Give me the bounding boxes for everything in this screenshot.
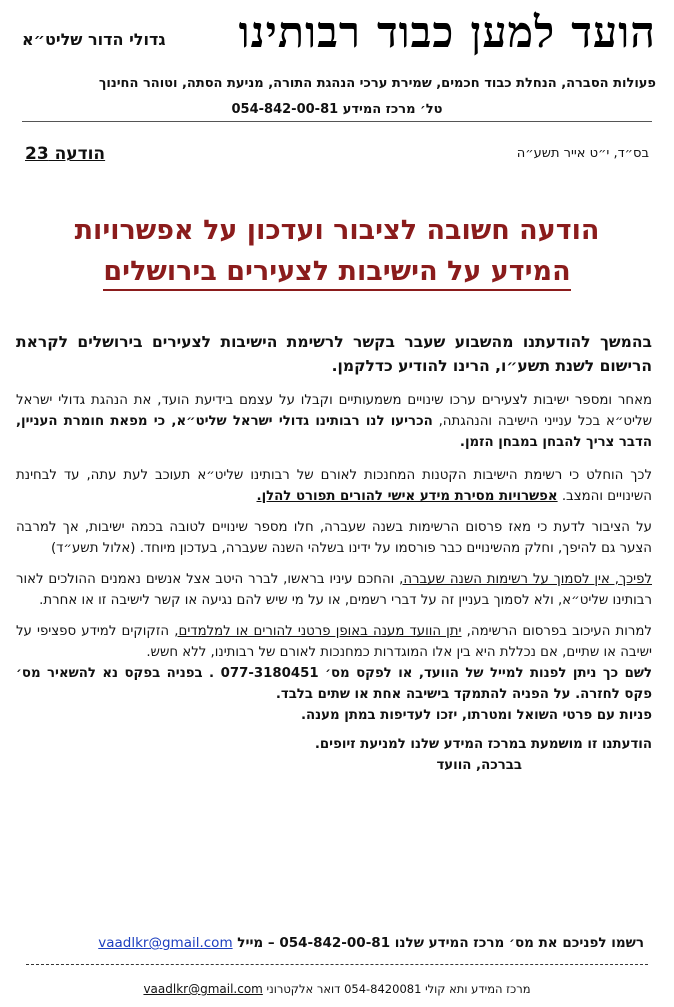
letter-date: בס״ד, י״ט אייר תשע״ה — [516, 146, 649, 161]
contact-line — [22, 935, 644, 951]
contact-phone: 054-842-00-81 — [279, 935, 391, 951]
paragraph-priority: פניות עם פרטי השואל ומטרתו, יזכו לעדיפות במתן מענה. — [300, 708, 652, 723]
header-phone-line — [18, 102, 656, 117]
org-title: הועד למען כבוד רבותינו — [238, 8, 656, 58]
paragraph-changes-text: מאחר ומספר ישיבות לצעירים ערכו שינויים משמעותיים וקבלו על עצמם בידיעת הועד, את הנהגת גדולי ישראל שליט״א בכל ענייני הישיבה והנהגתה, — [16, 393, 652, 429]
org-subtitle: גדולי הדור שליט״א — [22, 30, 166, 49]
notice-number: הודעה 23 — [25, 144, 106, 164]
header-phone-number: 054-842-00-81 — [231, 102, 339, 117]
footer-email-link[interactable]: vaadlkr@gmail.com — [143, 982, 263, 996]
paragraph-caution-text: והחכם עיניו בראשו, לברר היטב אצל אנשים נאמנים ההולכים לאור רבותינו שליט״א, ולא לסמוך בעניין זה על דברי רשמים, או על מי שיש להם נגיעה או קשר לישיבה זו או אחרת. — [16, 572, 652, 608]
paragraph-caution-lead: לפיכך, אין לסמוך על רשימות השנה שעברה, — [399, 572, 652, 587]
paragraph-response-lead: למרות העיכוב בפרסום הרשימה, — [466, 624, 652, 639]
paragraph-response-text: הזקוקים למידע ספציפי על ישיבה או שתיים, אם נכללת היא בין אלו המוגדרות כמחנכות לאורם של רבותינו, ללא חשש. — [16, 624, 652, 660]
footer-text: מרכז המידע ותא קולי — [425, 982, 531, 996]
paragraph-hotline: הודעתנו זו מושמעת במרכז המידע שלנו למניעת זיופים. — [314, 737, 652, 752]
footer-phone: 054-8420081 — [344, 982, 422, 996]
paragraph-response — [16, 621, 652, 663]
letterhead — [18, 8, 656, 120]
contact-email-link[interactable]: vaadlkr@gmail.com — [98, 935, 233, 951]
paragraph-delay — [16, 465, 652, 507]
header-divider — [22, 121, 652, 122]
contact-text: רשמו לפניכם את מס׳ מרכז המידע שלנו — [394, 935, 644, 951]
paragraph-delay-text: לכך הוחלט כי רשימת הישיבות הקטנות המחנכות לאורם של רבותינו שליט״א תעוכב לעת עתה, עד לבחינת השינויים והמצב. — [16, 468, 652, 504]
intro-paragraph: בהמשך להודעתנו מהשבוע שעבר בקשר לרשימת הישיבות לצעירים בירושלים לקראת הרישום לשנת תשע״ו, הרינו להודיע כדלקמן. — [16, 333, 652, 375]
contact-mail-label: – מייל — [237, 935, 275, 951]
headline-line-1: הודעה חשובה לציבור ועדכון על אפשרויות — [74, 215, 600, 246]
header-phone-label: טל׳ מרכז המידע — [342, 102, 443, 117]
footer-divider — [26, 964, 648, 965]
paragraph-public: על הציבור לדעת כי מאז פרסום הרשימות בשנה שעברה, חלו מספר שינויים לטובה בכמה ישיבות, אך למרבה הצער גם להיפך, וחלק מהשינויים כבר פורסמו על ידינו בשלהי השנה שעברה, בעדכון מיוחד. (אלול תשע״ד) — [16, 520, 652, 556]
letter-body — [16, 330, 652, 776]
signature: בברכה, הוועד — [436, 758, 522, 773]
paragraph-changes — [16, 390, 652, 453]
footer — [0, 982, 674, 996]
headline-line-2: המידע על הישיבות לצעירים בירושלים — [103, 254, 570, 291]
paragraph-caution — [16, 569, 652, 611]
paragraph-delay-options: אפשרויות מסירת מידע אישי להורים תפורט להלן. — [256, 489, 558, 504]
footer-mail-label: דואר אלקטרוני — [266, 982, 341, 996]
paragraph-response-offer: יתן הוועד מענה באופן פרטני להורים או למלמדים, — [174, 624, 462, 639]
headline — [20, 210, 654, 292]
paragraph-changes-decision: הכריעו לנו רבותינו גדולי ישראל שליט״א, כי מפאת חומרת העניין, הדבר צריך להבחן במבחן הזמן. — [16, 414, 652, 450]
meta-row — [25, 144, 649, 168]
paragraph-contact-fax: לשם כך ניתן לפנות למייל של הוועד, או לפקס מס׳ 077-3180451 . בפניה בפקס נא להשאיר מס׳ פקס לחזרה. על הפניה להתמקד בישיבה אחת או שתים בלבד. — [16, 666, 652, 702]
org-activities: פעולות הסברה, הנחלת כבוד חכמים, שמירת ערכי הנהגת התורה, מניעת הסתה, וטוהר החינוך — [98, 76, 656, 91]
